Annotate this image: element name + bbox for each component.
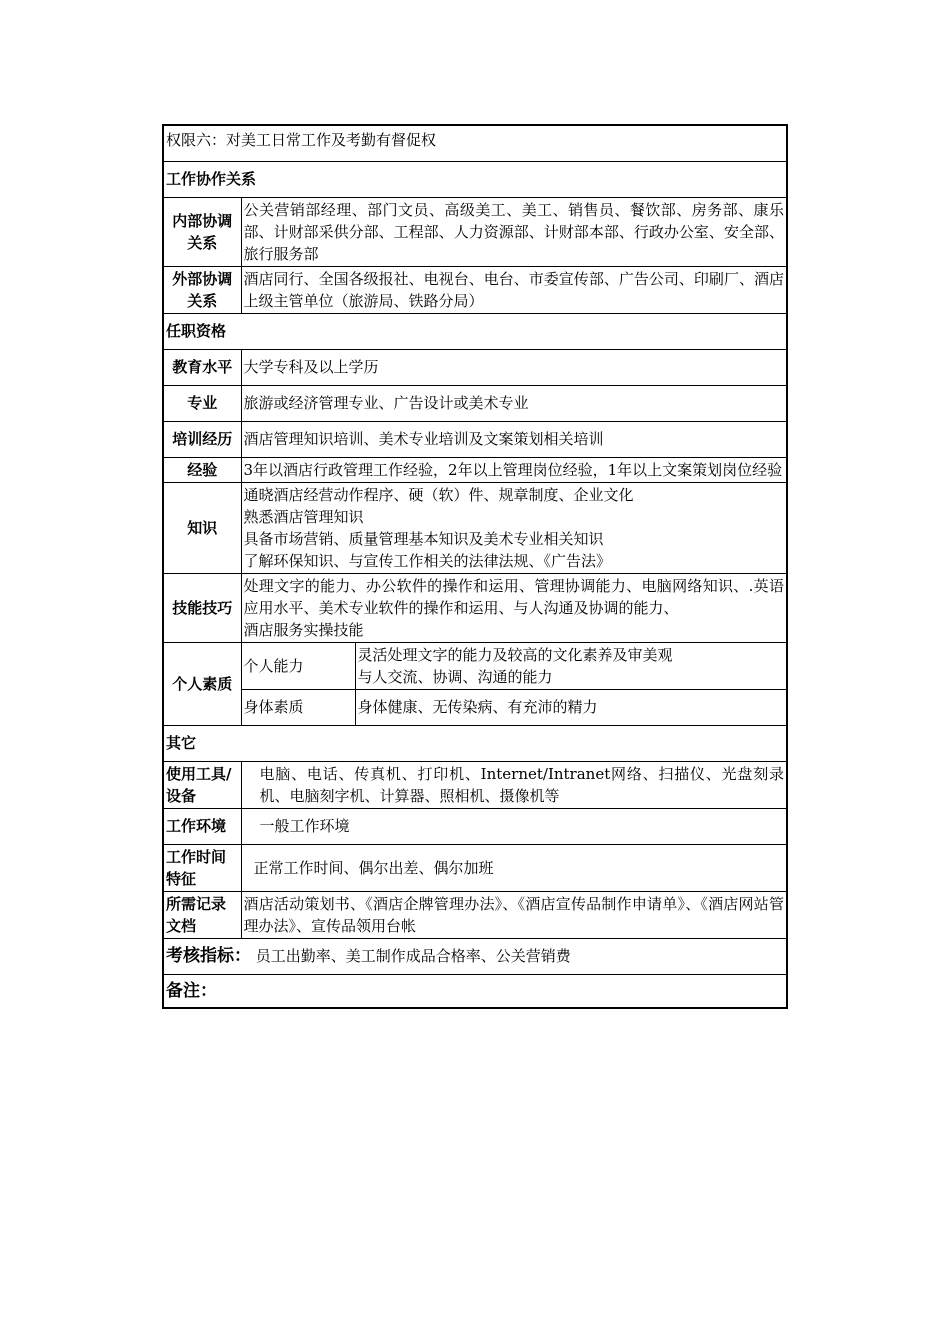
- kpi-text: 员工出勤率、美工制作成品合格率、公关营销费: [255, 947, 571, 965]
- kpi-row: [163, 938, 787, 974]
- major-text: 旅游或经济管理专业、广告设计或美术专业: [241, 385, 787, 421]
- knowledge-row: [163, 482, 787, 573]
- internal-text: 公关营销部经理、部门文员、高级美工、美工、销售员、餐饮部、房务部、康乐部、计财部采供分部、工程部、人力资源部、计财部本部、行政办公室、安全部、旅行服务部: [241, 197, 787, 266]
- experience-text: 3年以酒店行政管理工作经验，2年以上管理岗位经验，1年以上文案策划岗位经验: [241, 457, 787, 482]
- quality-label: 个人素质: [163, 642, 241, 725]
- env-text: 一般工作环境: [241, 808, 787, 844]
- section-title: 其它: [163, 725, 787, 761]
- env-row: [163, 808, 787, 844]
- external-row: [163, 266, 787, 313]
- remarks-label: 备注：: [166, 980, 217, 1001]
- knowledge-line: 通晓酒店经营动作程序、硬（软）件、规章制度、企业文化: [243, 485, 634, 504]
- knowledge-line: 熟悉酒店管理知识: [243, 507, 364, 526]
- ability-line: 与人交流、协调、沟通的能力: [357, 667, 553, 686]
- authority6-text: 权限六：对美工日常工作及考勤有督促权: [163, 125, 787, 161]
- training-text: 酒店管理知识培训、美术专业培训及文案策划相关培训: [241, 421, 787, 457]
- env-label: 工作环境: [163, 808, 241, 844]
- internal-row: [163, 197, 787, 266]
- internal-label: 内部协调关系: [163, 197, 241, 266]
- docs-label: 所需记录文档: [163, 891, 241, 938]
- time-text: 正常工作时间、偶尔出差、偶尔加班: [241, 844, 787, 891]
- skills-line: 处理文字的能力、办公软件的操作和运用、管理协调能力、电脑网络知识、.英语应用水平、美术专业软件的操作和运用、与人沟通及协调的能力、: [243, 576, 784, 617]
- section-title: 任职资格: [163, 313, 787, 349]
- knowledge-line: 具备市场营销、质量管理基本知识及美术专业相关知识: [243, 529, 604, 548]
- skills-line: 酒店服务实操技能: [243, 620, 364, 639]
- tools-text: 电脑、电话、传真机、打印机、Internet/Intranet网络、扫描仪、光盘刻录机、电脑刻字机、计算器、照相机、摄像机等: [241, 761, 787, 808]
- remarks-row: [163, 974, 787, 1008]
- skills-label: 技能技巧: [163, 573, 241, 642]
- section-qualification: [163, 313, 787, 349]
- physical-text: 身体健康、无传染病、有充沛的精力: [355, 689, 787, 725]
- ability-row: [163, 642, 787, 689]
- skills-row: [163, 573, 787, 642]
- section-other: [163, 725, 787, 761]
- ability-text: [355, 642, 787, 689]
- education-label: 教育水平: [163, 349, 241, 385]
- tools-label: 使用工具/设备: [163, 761, 241, 808]
- experience-row: [163, 457, 787, 482]
- ability-line: 灵活处理文字的能力及较高的文化素养及审美观: [357, 645, 673, 664]
- physical-row: [163, 689, 787, 725]
- physical-label: 身体素质: [241, 689, 355, 725]
- major-label: 专业: [163, 385, 241, 421]
- remarks-cell: [163, 974, 787, 1008]
- training-label: 培训经历: [163, 421, 241, 457]
- docs-text: 酒店活动策划书、《酒店企牌管理办法》、《酒店宣传品制作申请单》、《酒店网站管理办法》、宣传品领用台帐: [241, 891, 787, 938]
- ability-label: 个人能力: [241, 642, 355, 689]
- section-title: 工作协作关系: [163, 161, 787, 197]
- external-text: 酒店同行、全国各级报社、电视台、电台、市委宣传部、广告公司、印刷厂、酒店上级主管单位（旅游局、铁路分局）: [241, 266, 787, 313]
- training-row: [163, 421, 787, 457]
- tools-row: [163, 761, 787, 808]
- kpi-cell: [163, 938, 787, 974]
- kpi-label: 考核指标：: [166, 946, 251, 966]
- job-description-table: [162, 124, 788, 1009]
- time-row: [163, 844, 787, 891]
- docs-row: [163, 891, 787, 938]
- knowledge-text: [241, 482, 787, 573]
- time-label: 工作时间特征: [163, 844, 241, 891]
- section-collaboration: [163, 161, 787, 197]
- knowledge-line: 了解环保知识、与宣传工作相关的法律法规、《广告法》: [243, 551, 612, 570]
- skills-text: [241, 573, 787, 642]
- external-label: 外部协调关系: [163, 266, 241, 313]
- education-row: [163, 349, 787, 385]
- experience-label: 经验: [163, 457, 241, 482]
- knowledge-label: 知识: [163, 482, 241, 573]
- major-row: [163, 385, 787, 421]
- education-text: 大学专科及以上学历: [241, 349, 787, 385]
- authority-row: [163, 125, 787, 161]
